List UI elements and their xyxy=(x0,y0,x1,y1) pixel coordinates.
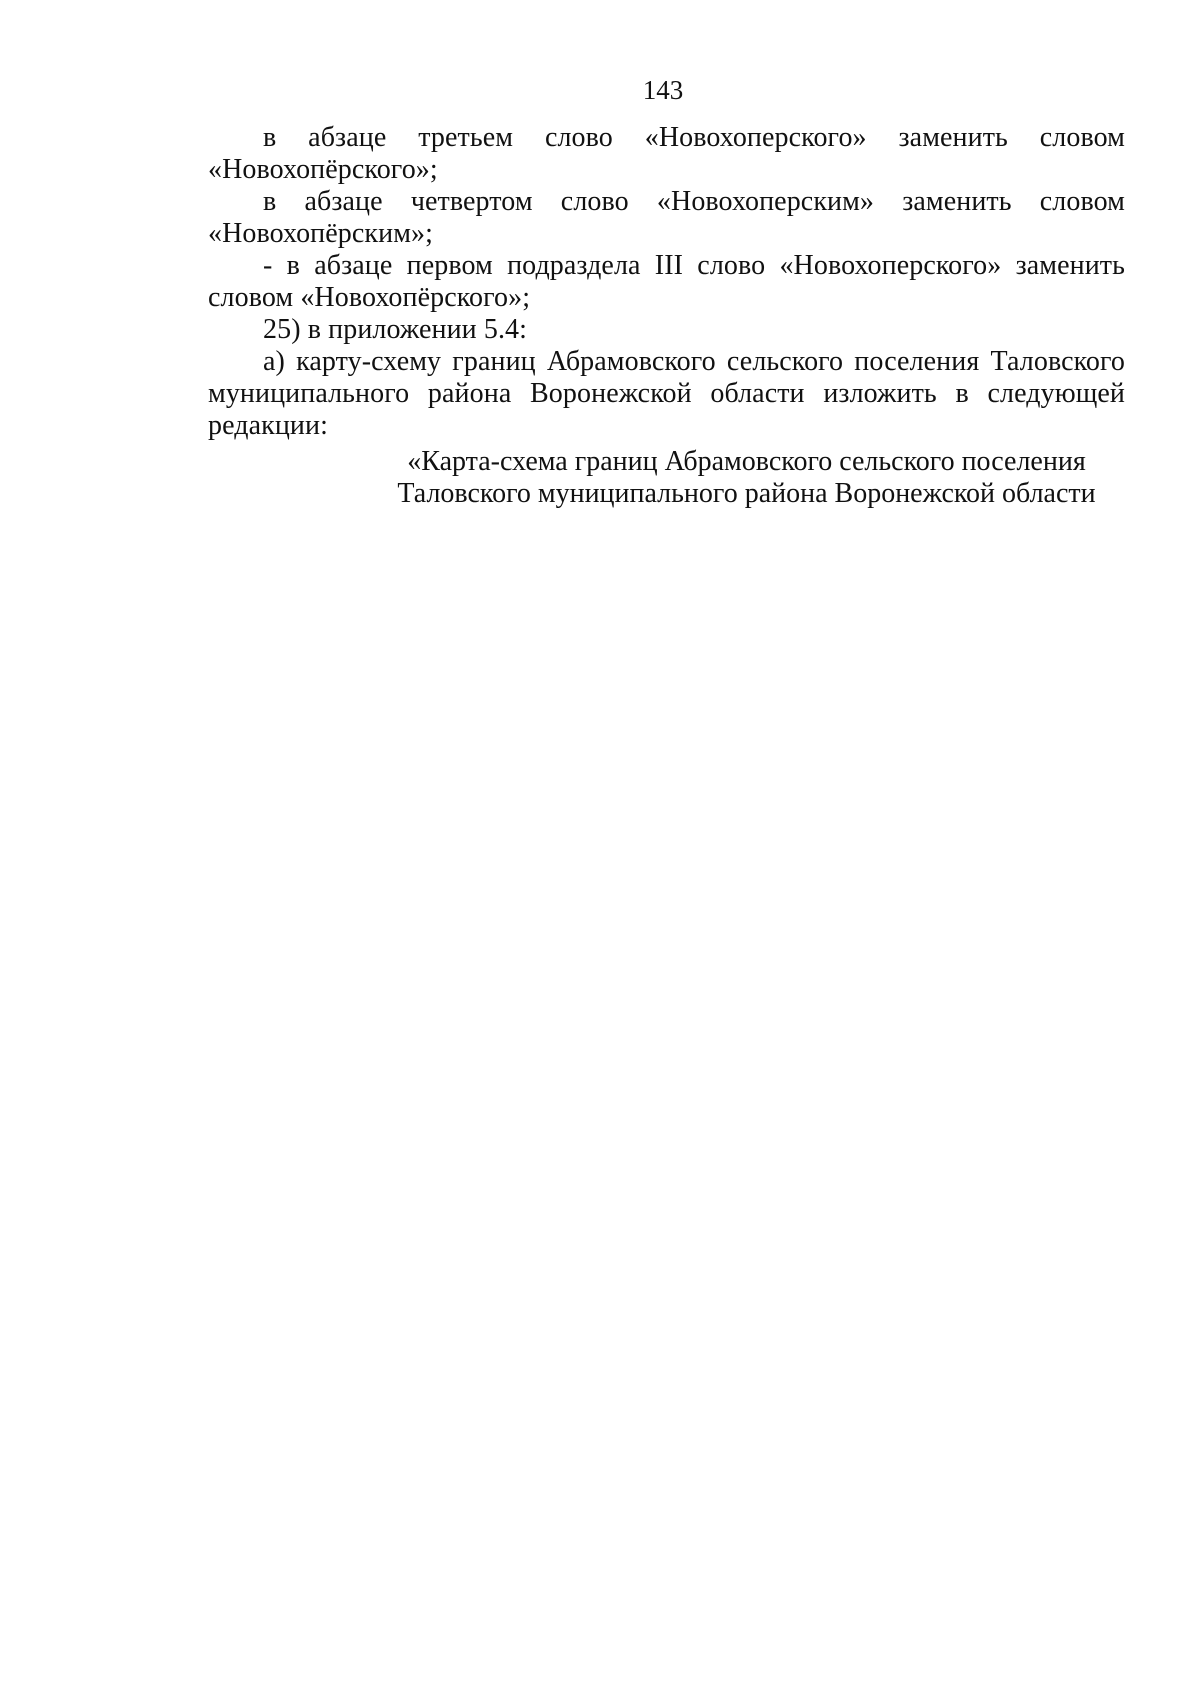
map-title-line-2: Таловского муниципального района Воронежской области xyxy=(397,478,1096,509)
paragraph-5: а) карту-схему границ Абрамовского сельского поселения Таловского муниципального района Воронежской области изложить в следующей редакции: xyxy=(208,346,1125,441)
map-title-line-1: «Карта-схема границ Абрамовского сельского поселения xyxy=(407,446,1086,477)
page-number: 143 xyxy=(642,75,684,105)
paragraph-1: в абзаце третьем слово «Новохоперского» заменить словом «Новохопёрского»; xyxy=(208,122,1125,185)
paragraph-2: в абзаце четвертом слово «Новохоперским» заменить словом «Новохопёрским»; xyxy=(208,186,1125,249)
document-body xyxy=(208,122,1125,510)
map-title xyxy=(208,446,1125,510)
paragraph-4: 25) в приложении 5.4: xyxy=(263,314,528,345)
paragraph-3: - в абзаце первом подраздела III слово «Новохоперского» заменить словом «Новохопёрского»; xyxy=(208,250,1125,313)
